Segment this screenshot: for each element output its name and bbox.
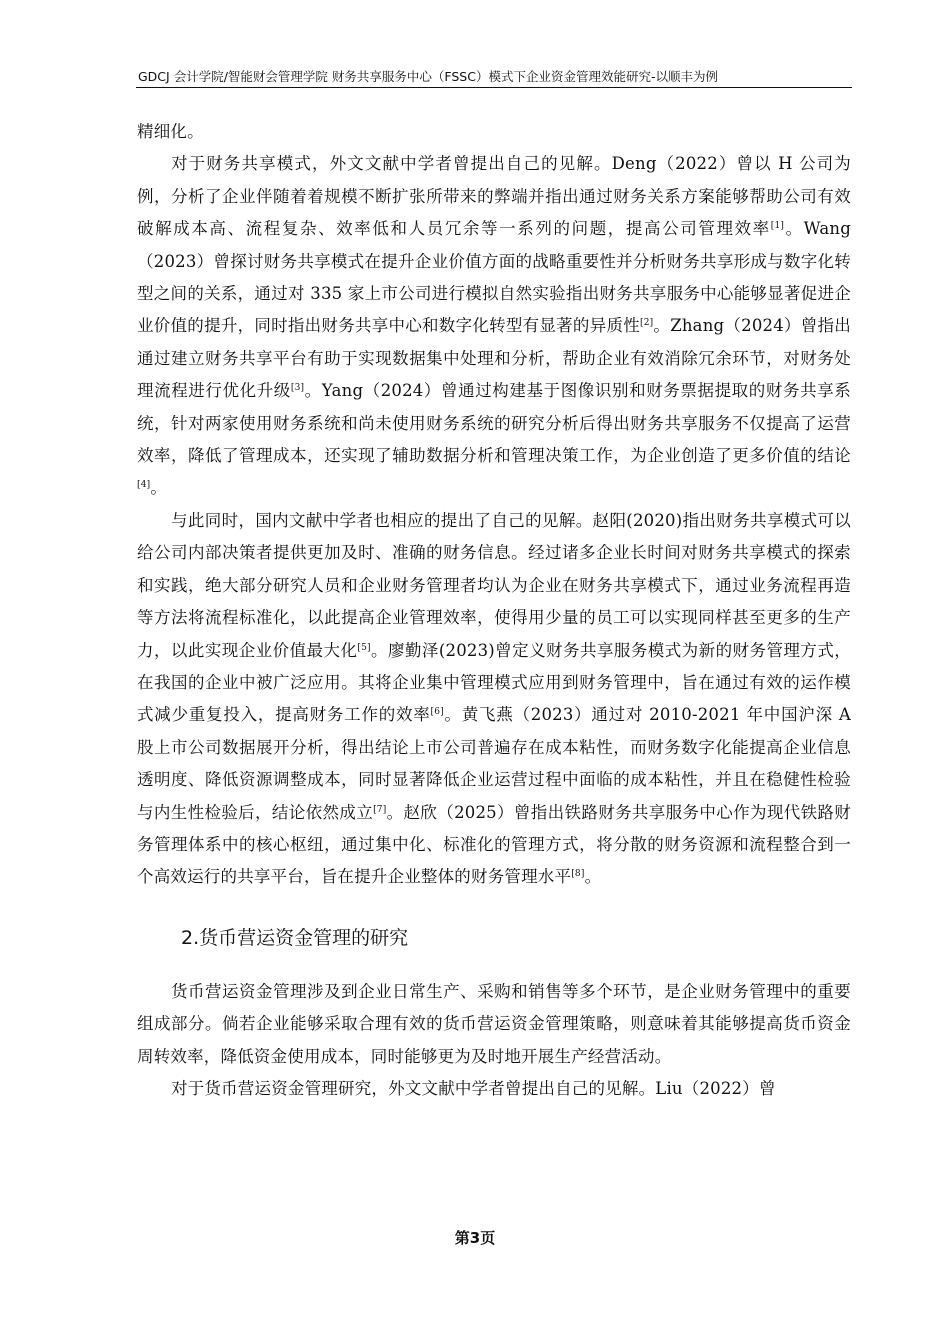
paragraph <box>137 976 851 1073</box>
citation-marker: [1] <box>770 221 785 232</box>
paragraph <box>137 505 851 894</box>
paragraph-text: 对于财务共享模式，外文文献中学者曾提出自己的见解。Deng（2022）曾以 H 公司为例，分析了企业伴随着着规模不断扩张所带来的弊端并指出通过财务关系方案能够帮助公司有效破解成本高、流程复杂、效率低和人员冗余等一系列的问题，提高公司管理效率 <box>137 154 851 239</box>
paragraph-text: 。黄飞燕（2023）通过对 2010-2021 年中国沪深 A 股上市公司数据展开分析，得出结论上市公司普遍存在成本粘性，而财务数字化能提高企业信息透明度、降低资源调整成本，同时显著降低企业运营过程中面临的成本粘性，并且在稳健性检验与内生性检验后，结论依然成立 <box>137 705 851 822</box>
paragraph <box>137 1073 851 1105</box>
paragraph-text: 。 <box>584 867 602 887</box>
citation-marker: [6] <box>430 707 444 718</box>
citation-marker: [2] <box>640 318 654 329</box>
paragraph-text: 精细化。 <box>137 122 204 141</box>
citation-marker: [5] <box>357 642 371 653</box>
paragraph-text: 对于货币营运资金管理研究，外文文献中学者曾提出自己的见解。Liu（2022）曾 <box>171 1078 776 1098</box>
section-heading: 2.货币营运资金管理的研究 <box>181 926 409 949</box>
paragraph-text: 。Zhang（2024）曾指出通过建立财务共享平台有助于实现数据集中处理和分析，帮助企业有效消除冗余环节，对财务处理流程进行优化升级 <box>137 316 852 401</box>
paragraph-text: 。Wang（2023）曾探讨财务共享模式在提升企业价值方面的战略重要性并分析财务共享形成与数字化转型之间的关系，通过对 335 家上市公司进行模拟自然实验指出财务共享服务中心能够显著促进企业价值的提升，同时指出财务共享中心和数字化转型有显著的异质性 <box>137 219 851 336</box>
header-divider <box>136 87 852 88</box>
citation-marker: [8] <box>571 869 585 880</box>
citation-marker: [3] <box>290 383 305 394</box>
paragraph <box>137 148 851 504</box>
page-header: GDCJ 会计学院/智能财会管理学院 财务共享服务中心（FSSC）模式下企业资金管理效能研究-以顺丰为例 <box>138 69 718 84</box>
paragraph-text: 与此同时，国内文献中学者也相应的提出了自己的见解。赵阳(2020)指出财务共享模式可以给公司内部决策者提供更加及时、准确的财务信息。经过诸多企业长时间对财务共享模式的探索和实践，绝大部分研究人员和企业财务管理者均认为企业在财务共享模式下，通过业务流程再造等方法将流程标准化，以此提高企业管理效率，使得用少量的员工可以实现同样甚至更多的生产力，以此实现企业价值最大化 <box>137 510 851 660</box>
citation-marker: [4] <box>137 480 151 491</box>
paragraph-text: 。Yang（2024）曾通过构建基于图像识别和财务票据提取的财务共享系统，针对两家使用财务系统和尚未使用财务系统的研究分析后得出财务共享服务不仅提高了运营效率，降低了管理成本，还实现了辅助数据分析和管理决策工作，为企业创造了更多价值的结论 <box>137 381 851 466</box>
paragraph <box>137 116 851 148</box>
paragraph-text: 货币营运资金管理涉及到企业日常生产、采购和销售等多个环节，是企业财务管理中的重要组成部分。倘若企业能够采取合理有效的货币营运资金管理策略，则意味着其能够提高货币资金周转效率，降低资金使用成本，同时能够更为及时地开展生产经营活动。 <box>137 981 851 1066</box>
page-number: 第3页 <box>454 1229 496 1247</box>
body-text <box>137 116 851 1105</box>
citation-marker: [7] <box>373 804 387 815</box>
paragraph-text: 。赵欣（2025）曾指出铁路财务共享服务中心作为现代铁路财务管理体系中的核心枢纽，通过集中化、标准化的管理方式，将分散的财务资源和流程整合到一个高效运行的共享平台，旨在提升企业整体的财务管理水平 <box>137 802 851 887</box>
paragraph-text: 。 <box>150 478 168 498</box>
paragraph-text: 。廖勤泽(2023)曾定义财务共享服务模式为新的财务管理方式，在我国的企业中被广泛应用。其将企业集中管理模式应用到财务管理中，旨在通过有效的运作模式减少重复投入，提高财务工作的效率 <box>137 640 851 725</box>
